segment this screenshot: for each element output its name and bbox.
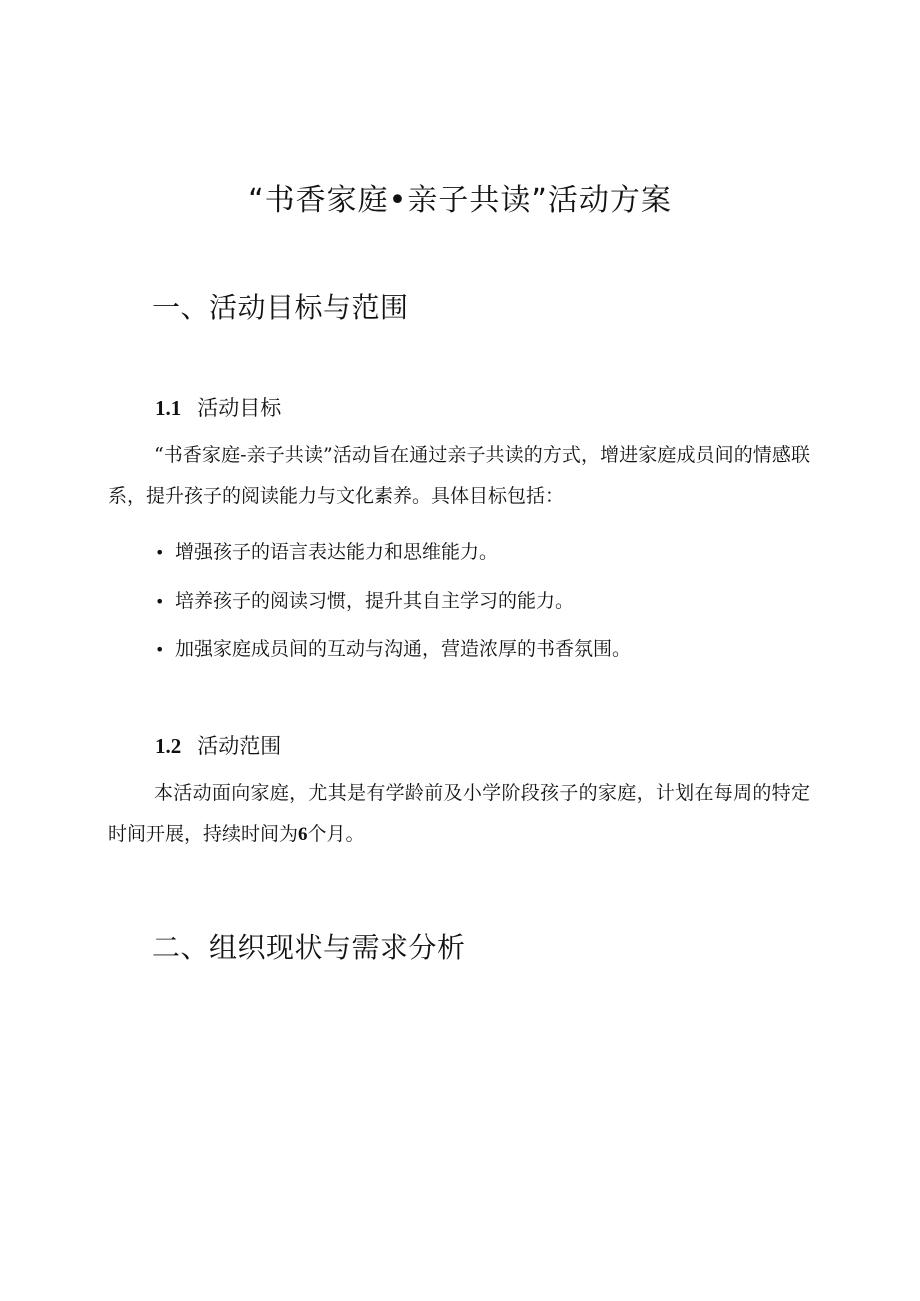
list-item <box>155 537 498 568</box>
list-item <box>155 586 574 617</box>
bullet-icon: • <box>155 543 165 562</box>
list-item <box>155 634 631 665</box>
section-heading-1: 一、活动目标与范围 <box>152 291 409 324</box>
list-item-text: 增强孩子的语言表达能力和思维能力。 <box>175 541 499 563</box>
bullet-icon: • <box>155 592 165 611</box>
duration-number: 6 <box>298 824 308 845</box>
scope-text-before: 本活动面向家庭，尤其是有学龄前及小学阶段孩子的家庭，计划在每周的特定时间开展，持续时间为 <box>108 782 810 845</box>
subsection-title: 活动目标 <box>197 396 282 420</box>
list-item-text: 加强家庭成员间的互动与沟通，营造浓厚的书香氛围。 <box>175 638 632 660</box>
bullet-icon: • <box>155 640 165 659</box>
document-title: “书香家庭•亲子共读”活动方案 <box>248 183 672 218</box>
subsection-heading-1-2 <box>155 730 281 762</box>
scope-text-after: 个月。 <box>307 823 365 845</box>
list-item-text: 培养孩子的阅读习惯，提升其自主学习的能力。 <box>175 590 575 612</box>
subsection-number: 1.2 <box>155 734 182 758</box>
scope-paragraph <box>108 773 810 855</box>
goal-paragraph: “书香家庭-亲子共读”活动旨在通过亲子共读的方式，增进家庭成员间的情感联系，提升孩子的阅读能力与文化素养。具体目标包括： <box>108 444 810 507</box>
subsection-number: 1.1 <box>155 396 182 420</box>
subsection-heading-1-1 <box>155 392 281 424</box>
section-heading-2: 二、组织现状与需求分析 <box>152 931 466 964</box>
subsection-title: 活动范围 <box>197 734 282 758</box>
